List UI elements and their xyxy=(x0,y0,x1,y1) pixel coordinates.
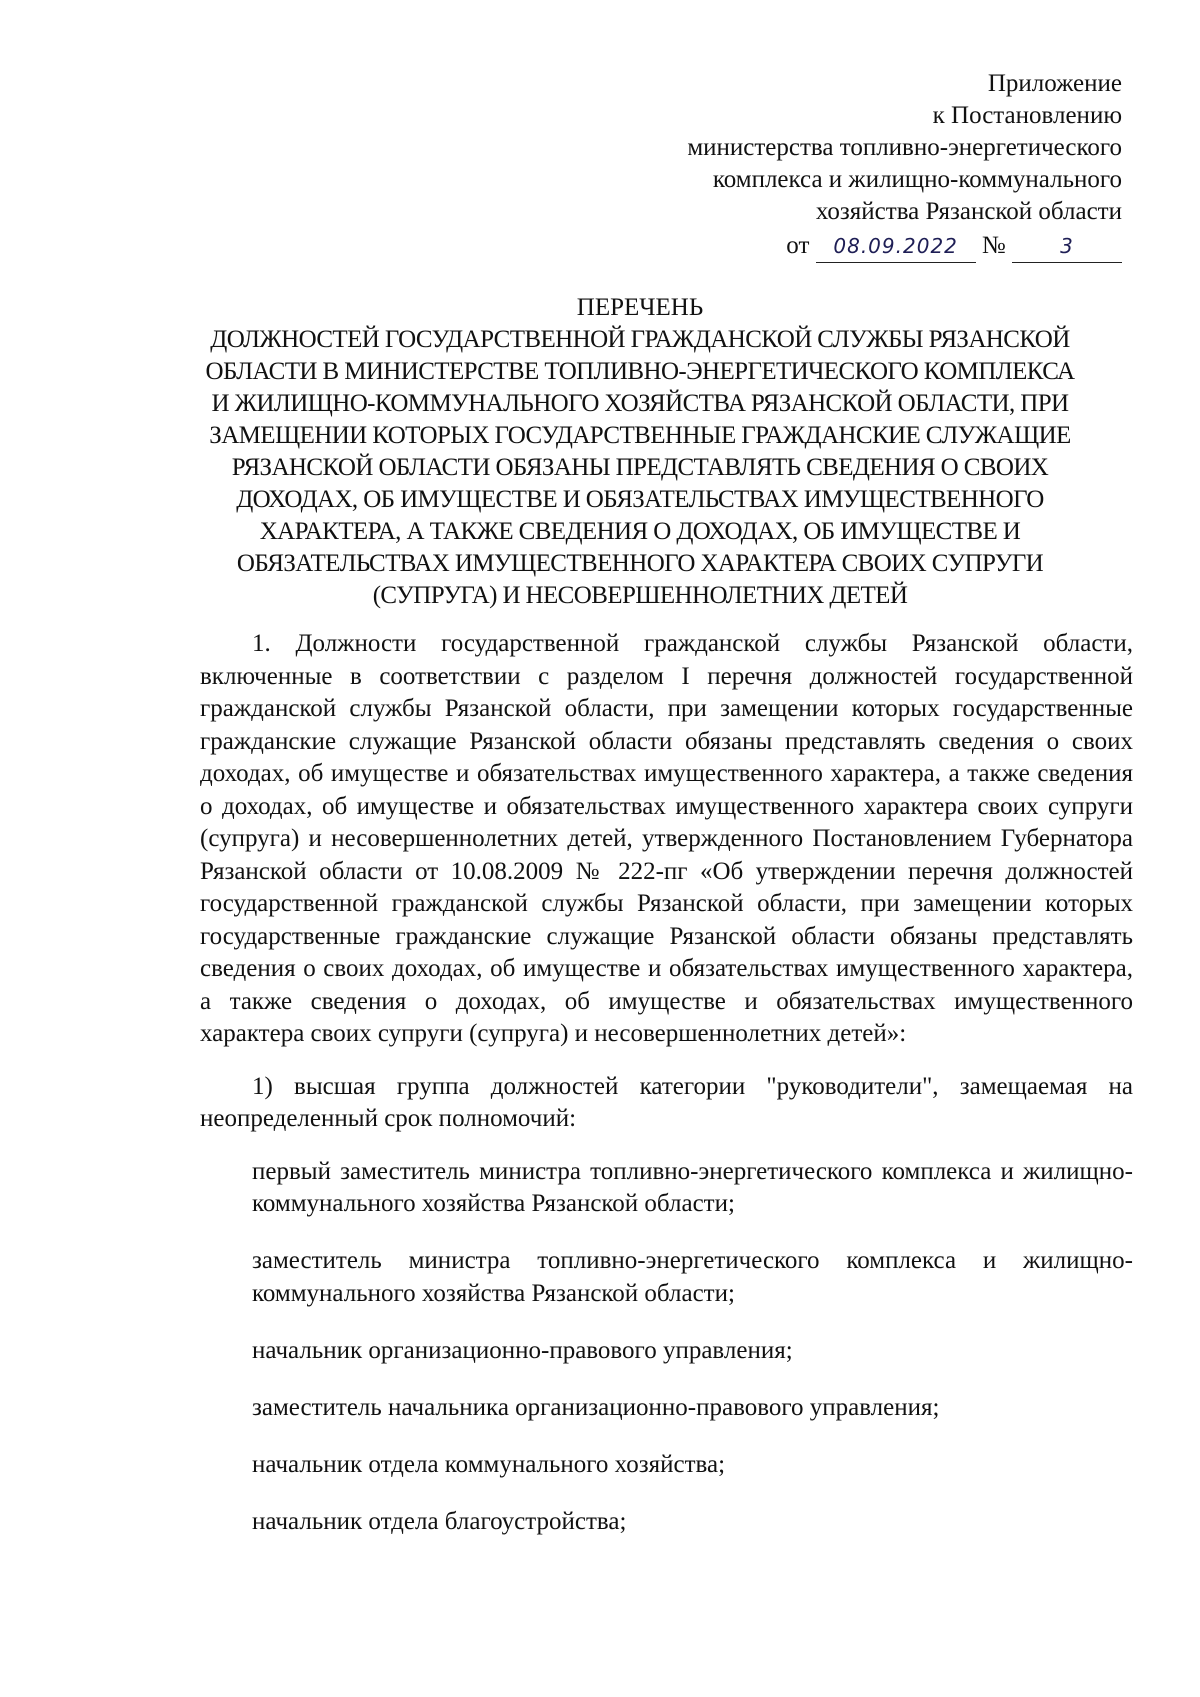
title-line: ЗАМЕЩЕНИИ КОТОРЫХ ГОСУДАРСТВЕННЫЕ ГРАЖДАНСКИЕ СЛУЖАЩИЕ xyxy=(209,422,1071,449)
approval-line: хозяйства Рязанской области xyxy=(815,198,1122,225)
title-subheading xyxy=(150,324,1130,612)
approval-block xyxy=(562,68,1122,263)
list-item: заместитель министра топливно-энергетического комплекса и жилищно-коммунального хозяйства Рязанской области; xyxy=(252,1247,1133,1307)
title-line: (СУПРУГА) И НЕСОВЕРШЕННОЛЕТНИХ ДЕТЕЙ xyxy=(372,582,908,609)
handwritten-date: 08.09.2022 xyxy=(816,230,976,263)
title-line: ОБЯЗАТЕЛЬСТВАХ ИМУЩЕСТВЕННОГО ХАРАКТЕРА СВОИХ СУПРУГИ xyxy=(236,550,1044,577)
paragraph-1: 1. Должности государственной гражданской службы Рязанской области, включенные в соответствии с разделом I перечня должностей государственной гражданской службы Рязанской области, при замещении которых государственные гражданские служащие Рязанской области обязаны представлять сведения о своих доходах, об имуществе и обязательствах имущественного характера, а также сведения о доходах, об имуществе и обязательствах имущественного характера своих супруги (супруга) и несовершеннолетних детей, утвержденного Постановлением Губернатора Рязанской области от 10.08.2009 № 222-пг «Об утверждении перечня должностей государственной гражданской службы Рязанской области, при замещении которых государственные гражданские служащие Рязанской области обязаны представлять сведения о своих доходах, об имуществе и обязательствах имущественного характера, а также сведения о доходах, об имуществе и обязательствах имущественного характера своих супруги (супруга) и несовершеннолетних детей»: xyxy=(200,630,1133,1047)
date-prefix: от xyxy=(786,232,810,259)
approval-line: комплекса и жилищно-коммунального xyxy=(712,166,1122,193)
list-item: начальник отдела коммунального хозяйства; xyxy=(252,1450,726,1478)
approval-line: министерства топливно-энергетического xyxy=(687,134,1122,161)
position-list xyxy=(252,1156,1133,1539)
list-item: первый заместитель министра топливно-энергетического комплекса и жилищно-коммунального хозяйства Рязанской области; xyxy=(252,1157,1133,1217)
title-line: РЯЗАНСКОЙ ОБЛАСТИ ОБЯЗАНЫ ПРЕДСТАВЛЯТЬ СВЕДЕНИЯ О СВОИХ xyxy=(231,454,1049,481)
title-line: ОБЛАСТИ В МИНИСТЕРСТВЕ ТОПЛИВНО-ЭНЕРГЕТИЧЕСКОГО КОМПЛЕКСА xyxy=(205,358,1075,385)
title-heading: ПЕРЕЧЕНЬ xyxy=(576,294,704,321)
approval-line: к Постановлению xyxy=(932,102,1122,129)
approval-date-line xyxy=(562,230,1122,263)
title-line: ДОЛЖНОСТЕЙ ГОСУДАРСТВЕННОЙ ГРАЖДАНСКОЙ СЛУЖБЫ РЯЗАНСКОЙ xyxy=(210,326,1070,353)
approval-line: Приложение xyxy=(987,70,1122,97)
number-prefix: № xyxy=(981,232,1006,259)
title-line: И ЖИЛИЩНО-КОММУНАЛЬНОГО ХОЗЯЙСТВА РЯЗАНСКОЙ ОБЛАСТИ, ПРИ xyxy=(211,390,1069,417)
list-item: начальник организационно-правового управления; xyxy=(252,1336,793,1364)
list-item: заместитель начальника организационно-правового управления; xyxy=(252,1393,940,1421)
title-line: ХАРАКТЕРА, А ТАКЖЕ СВЕДЕНИЯ О ДОХОДАХ, ОБ ИМУЩЕСТВЕ И xyxy=(259,518,1021,545)
document-body xyxy=(200,628,1133,1563)
paragraph-2: 1) высшая группа должностей категории "руководители", замещаемая на неопределенный срок полномочий: xyxy=(200,1072,1133,1132)
list-item: начальник отдела благоустройства; xyxy=(252,1507,627,1535)
handwritten-number: 3 xyxy=(1012,230,1122,263)
title-line: ДОХОДАХ, ОБ ИМУЩЕСТВЕ И ОБЯЗАТЕЛЬСТВАХ ИМУЩЕСТВЕННОГО xyxy=(236,486,1044,513)
document-title xyxy=(150,292,1130,612)
